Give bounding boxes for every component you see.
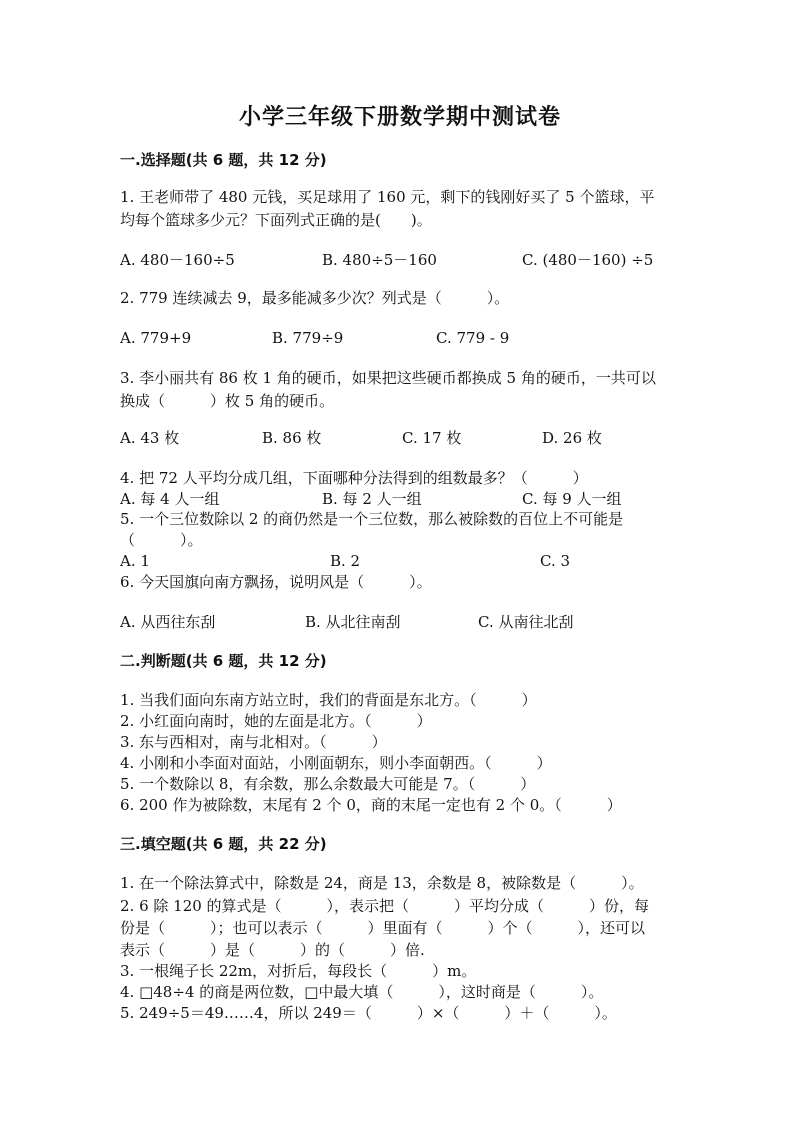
judgement-item: 1. 当我们面向东南方站立时，我们的背面是东北方。（ ） [120, 691, 537, 709]
question-5-text: 5. 一个三位数除以 2 的商仍然是一个三位数，那么被除数的百位上不可能是 [120, 510, 624, 528]
fill-blank-line: 1. 在一个除法算式中，除数是 24，商是 13，余数是 8，被除数是（ ）。 [120, 874, 644, 892]
question-1-text-cont: 均每个篮球多少元？下面列式正确的是( )。 [120, 211, 432, 229]
question-3-option-b: B. 86 枚 [262, 429, 322, 447]
question-3-text: 3. 李小丽共有 86 枚 1 角的硬币，如果把这些硬币都换成 5 角的硬币，一共可以 [120, 369, 656, 387]
fill-blank-line: 表示（ ）是（ ）的（ ）倍. [120, 941, 425, 959]
judgement-item: 5. 一个数除以 8，有余数，那么余数最大可能是 7。（ ） [120, 775, 536, 793]
question-3-text-cont: 换成（ ）枚 5 角的硬币。 [120, 392, 335, 410]
question-2-option-c: C. 779 - 9 [436, 329, 510, 347]
question-2-text: 2. 779 连续减去 9，最多能减多少次？列式是（ ）。 [120, 289, 510, 307]
question-5-option-b: B. 2 [330, 552, 361, 570]
question-1-option-a: A. 480－160÷5 [120, 251, 235, 269]
question-3-option-c: C. 17 枚 [402, 429, 462, 447]
judgement-item: 6. 200 作为被除数，末尾有 2 个 0，商的末尾一定也有 2 个 0。（ ） [120, 796, 622, 814]
question-3-option-a: A. 43 枚 [120, 429, 180, 447]
question-3-option-d: D. 26 枚 [542, 429, 602, 447]
section-heading-fill-blank: 三.填空题(共 6 题，共 22 分) [120, 835, 327, 853]
section-heading-choice: 一.选择题(共 6 题，共 12 分) [120, 151, 327, 169]
question-6-text: 6. 今天国旗向南方飘扬，说明风是（ ）。 [120, 573, 432, 591]
question-4-text: 4. 把 72 人平均分成几组，下面哪种分法得到的组数最多？（ ） [120, 469, 588, 487]
fill-blank-line: 4. □48÷4 的商是两位数，□中最大填（ ），这时商是（ ）。 [120, 983, 604, 1001]
section-heading-judgement: 二.判断题(共 6 题，共 12 分) [120, 652, 327, 670]
question-1-option-c: C. (480－160) ÷5 [522, 251, 654, 269]
question-6-option-a: A. 从西往东刮 [120, 613, 216, 631]
question-6-option-c: C. 从南往北刮 [478, 613, 574, 631]
question-4-option-a: A. 每 4 人一组 [120, 490, 220, 508]
question-1-option-b: B. 480÷5－160 [322, 251, 437, 269]
question-5-option-c: C. 3 [540, 552, 571, 570]
fill-blank-line: 份是（ ）；也可以表示（ ）里面有（ ）个（ ），还可以 [120, 919, 646, 937]
question-2-option-b: B. 779÷9 [272, 329, 344, 347]
question-4-option-b: B. 每 2 人一组 [322, 490, 422, 508]
judgement-item: 3. 东与西相对，南与北相对。（ ） [120, 733, 387, 751]
question-6-option-b: B. 从北往南刮 [305, 613, 401, 631]
question-1-text: 1. 王老师带了 480 元钱，买足球用了 160 元，剩下的钱刚好买了 5 个篮球，平 [120, 188, 655, 206]
question-5-option-a: A. 1 [120, 552, 150, 570]
fill-blank-line: 5. 249÷5＝49……4，所以 249＝（ ）×（ ）＋（ ）。 [120, 1004, 617, 1022]
fill-blank-line: 2. 6 除 120 的算式是（ ），表示把（ ）平均分成（ ）份，每 [120, 897, 650, 915]
question-2-option-a: A. 779+9 [120, 329, 192, 347]
question-5-text-cont: （ ）。 [120, 531, 203, 549]
page-title: 小学三年级下册数学期中测试卷 [238, 105, 561, 130]
judgement-item: 4. 小刚和小李面对面站，小刚面朝东，则小李面朝西。（ ） [120, 754, 552, 772]
question-4-option-c: C. 每 9 人一组 [522, 490, 622, 508]
fill-blank-line: 3. 一根绳子长 22m，对折后，每段长（ ）m。 [120, 962, 477, 980]
judgement-item: 2. 小红面向南时，她的左面是北方。（ ） [120, 712, 432, 730]
